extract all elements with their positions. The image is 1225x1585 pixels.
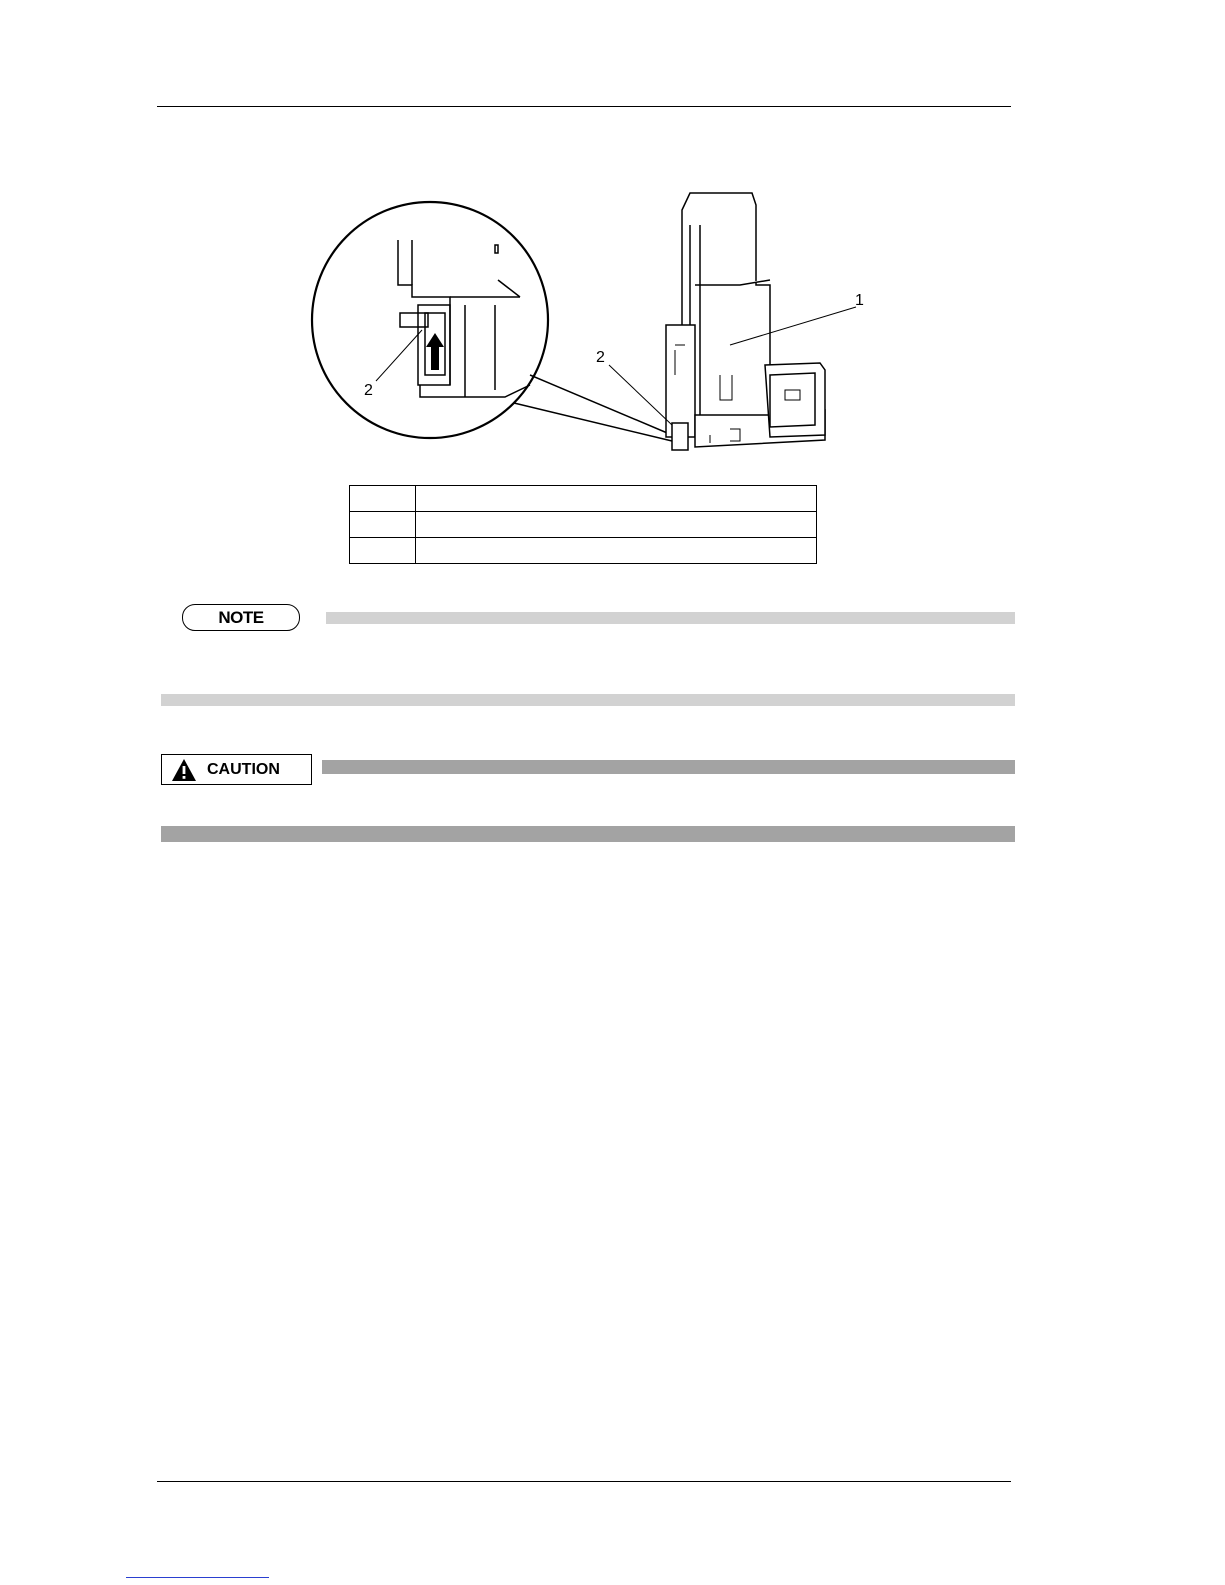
table-row xyxy=(350,538,817,564)
table-cell-number xyxy=(350,538,416,564)
note-badge xyxy=(182,604,300,631)
caution-badge xyxy=(161,754,312,785)
caution-bar-bottom xyxy=(161,826,1015,842)
callout-2-zoom: 2 xyxy=(364,382,373,399)
component-illustration xyxy=(300,185,890,475)
table-cell-description xyxy=(416,486,817,512)
table-row xyxy=(350,512,817,538)
table-row xyxy=(350,486,817,512)
footer-link-underline[interactable] xyxy=(126,1577,269,1578)
table-cell-description xyxy=(416,538,817,564)
callout-2: 2 xyxy=(596,349,605,366)
footer-rule xyxy=(157,1481,1011,1482)
header-rule xyxy=(157,106,1011,107)
callout-1: 1 xyxy=(855,292,864,309)
note-label: NOTE xyxy=(218,607,264,627)
caution-bar-top xyxy=(322,760,1015,774)
warning-triangle-icon xyxy=(171,758,197,782)
caution-label: CAUTION xyxy=(207,760,280,778)
legend-table xyxy=(349,485,817,564)
table-cell-number xyxy=(350,486,416,512)
note-bar-top xyxy=(326,612,1015,624)
table-cell-description xyxy=(416,512,817,538)
table-cell-number xyxy=(350,512,416,538)
note-bar-bottom xyxy=(161,694,1015,706)
